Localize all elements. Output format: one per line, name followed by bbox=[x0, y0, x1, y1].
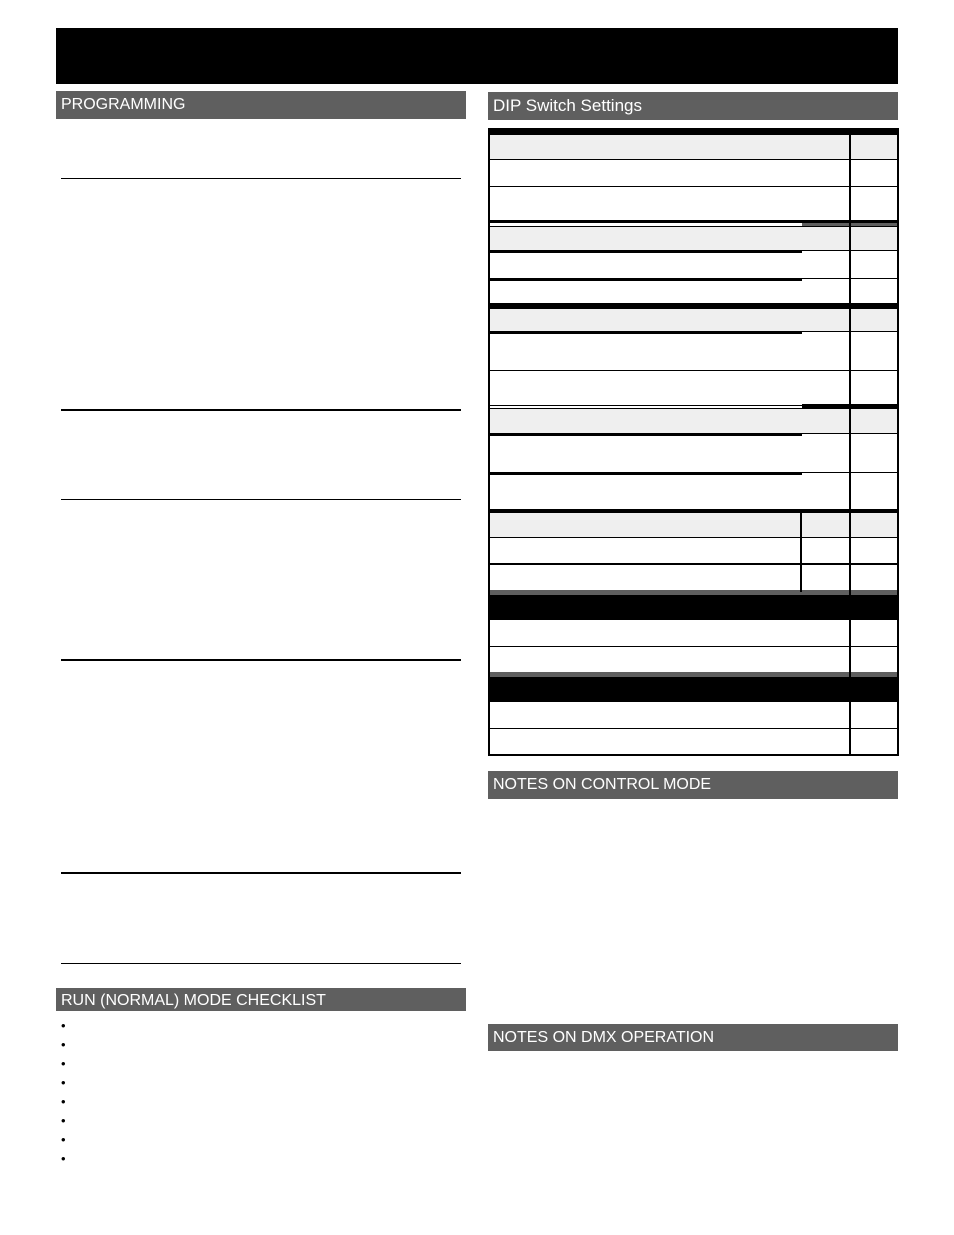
table-row bbox=[490, 620, 897, 647]
divider bbox=[61, 963, 461, 964]
divider bbox=[61, 499, 461, 500]
table-group-header bbox=[490, 308, 897, 332]
table-row bbox=[490, 436, 897, 473]
table-group-header bbox=[490, 134, 897, 160]
table-row bbox=[490, 565, 897, 591]
table-column-divider bbox=[800, 512, 802, 592]
divider bbox=[61, 659, 461, 661]
table-row bbox=[490, 334, 897, 371]
checklist-item bbox=[61, 1054, 66, 1073]
table-row bbox=[490, 729, 897, 754]
notes-control-mode-heading: NOTES ON CONTROL MODE bbox=[488, 771, 898, 799]
table-dark-header bbox=[490, 595, 897, 620]
table-row bbox=[490, 647, 897, 673]
notes-dmx-operation-heading: NOTES ON DMX OPERATION bbox=[488, 1024, 898, 1051]
table-row bbox=[490, 253, 897, 279]
checklist-item bbox=[61, 1149, 66, 1168]
table-column-divider bbox=[849, 134, 851, 754]
checklist-item bbox=[61, 1092, 66, 1111]
page-header-bar bbox=[56, 28, 898, 84]
table-row bbox=[490, 475, 897, 510]
run-mode-checklist bbox=[61, 1016, 66, 1168]
table-row bbox=[490, 281, 897, 305]
programming-heading: PROGRAMMING bbox=[56, 91, 466, 119]
checklist-item bbox=[61, 1016, 66, 1035]
table-group-header bbox=[490, 408, 897, 434]
checklist-item bbox=[61, 1111, 66, 1130]
table-row bbox=[490, 160, 897, 187]
dip-switch-table bbox=[488, 128, 899, 756]
table-group-header bbox=[490, 226, 897, 251]
table-row bbox=[490, 702, 897, 729]
checklist-item bbox=[61, 1035, 66, 1054]
divider bbox=[61, 409, 461, 411]
table-row bbox=[490, 538, 897, 565]
divider bbox=[61, 178, 461, 179]
table-dark-header bbox=[490, 677, 897, 702]
checklist-item bbox=[61, 1073, 66, 1092]
table-row bbox=[490, 371, 897, 406]
divider bbox=[61, 872, 461, 874]
checklist-item bbox=[61, 1130, 66, 1149]
run-mode-checklist-heading: RUN (NORMAL) MODE CHECKLIST bbox=[56, 988, 466, 1011]
table-group-header bbox=[490, 512, 897, 538]
table-row bbox=[490, 187, 897, 223]
dip-switch-heading: DIP Switch Settings bbox=[488, 92, 898, 120]
